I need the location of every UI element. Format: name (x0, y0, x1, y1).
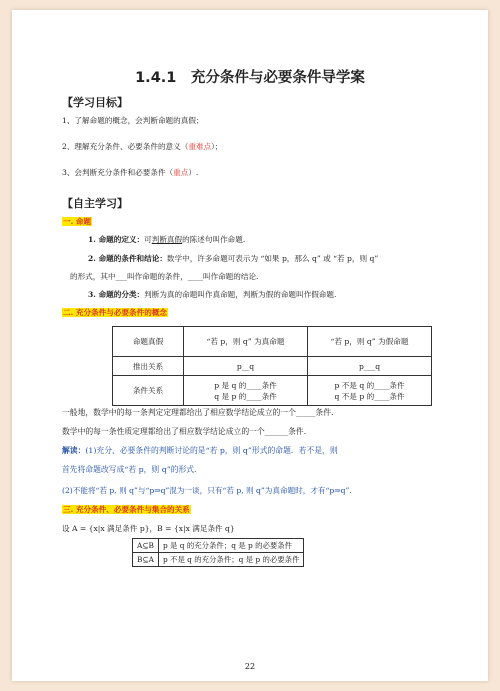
proposition-condition-conclusion: 2. 命题的条件和结论：数学中，许多命题可表示为 “如果 p，那么 q” 或 “若 p，则 q” (88, 254, 379, 263)
document-page (12, 10, 488, 681)
paragraph-judgment-theorem: 一般地，数学中的每一条判定定理都给出了相应数学结论成立的一个_____条件. (62, 408, 334, 417)
implication-false-cell: p___q (308, 357, 432, 376)
set-relation-row: B⊆A p 不是 q 的充分条件；q 是 p 的必要条件 (133, 553, 304, 567)
interpretation-1: 解读：(1)充分、必要条件的判断讨论的是“若 p，则 q”形式的命题．若不是，则 (62, 446, 338, 455)
row-condition-label: 条件关系 (113, 376, 184, 406)
self-study-heading: 【自主学习】 (62, 197, 128, 210)
paragraph-property-theorem: 数学中的每一条性质定理都给出了相应数学结论成立的一个______条件. (62, 427, 307, 436)
proposition-classification: 3. 命题的分类：判断为真的命题叫作真命题，判断为假的命题叫作假命题. (88, 290, 337, 299)
proposition-condition-line2: 的形式，其中___叫作命题的条件，____叫作命题的结论. (70, 272, 259, 281)
table-header-false: “若 p，则 q” 为假命题 (308, 327, 432, 357)
goal-item-2: 2、理解充分条件、必要条件的意义（重难点）； (62, 142, 223, 151)
learning-goals-heading: 【学习目标】 (62, 96, 128, 109)
condition-true-cell: p 是 q 的____条件 q 是 p 的____条件 (184, 376, 308, 406)
table-header-truth: 命题真假 (113, 327, 184, 357)
set-relation-table (132, 538, 304, 567)
implication-true-cell: p__q (184, 357, 308, 376)
part3-label: 三. 充分条件、必要条件与集合的关系 (63, 505, 190, 514)
row-implication-label: 推出关系 (113, 357, 184, 376)
key-difficulty-tag: 重难点 (188, 142, 212, 151)
goal-item-1: 1、了解命题的概念，会判断命题的真假； (62, 116, 204, 125)
part1-label: 一. 命题 (63, 217, 92, 226)
concept-table (112, 326, 432, 406)
interpretation-1-cont: 首先将命题改写成“若 p，则 q”的形式. (62, 465, 197, 474)
proposition-definition: 1. 命题的定义：可判断真假的陈述句叫作命题. (88, 235, 246, 244)
set-relation-row: A⊆B p 是 q 的充分条件；q 是 p 的必要条件 (133, 539, 304, 553)
key-point-tag: 重点 (173, 168, 189, 177)
part2-label: 二. 充分条件与必要条件的概念 (63, 308, 168, 317)
page-number: 22 (244, 662, 256, 671)
page-title: 1.4.1 充分条件与必要条件导学案 (135, 70, 365, 86)
table-header-true: “若 p，则 q” 为真命题 (184, 327, 308, 357)
goal-item-3: 3、会判断充分条件和必要条件（重点）. (62, 168, 199, 177)
condition-false-cell: p 不是 q 的____条件 q 不是 p 的____条件 (308, 376, 432, 406)
interpretation-2: (2)不能将“若 p, 则 q”与“p⇒q”混为一谈，只有“若 p, 则 q”为真命题时，才有“p⇒q”. (62, 486, 352, 495)
set-definition: 设 A = {x|x 满足条件 p}，B = {x|x 满足条件 q} (62, 524, 235, 533)
